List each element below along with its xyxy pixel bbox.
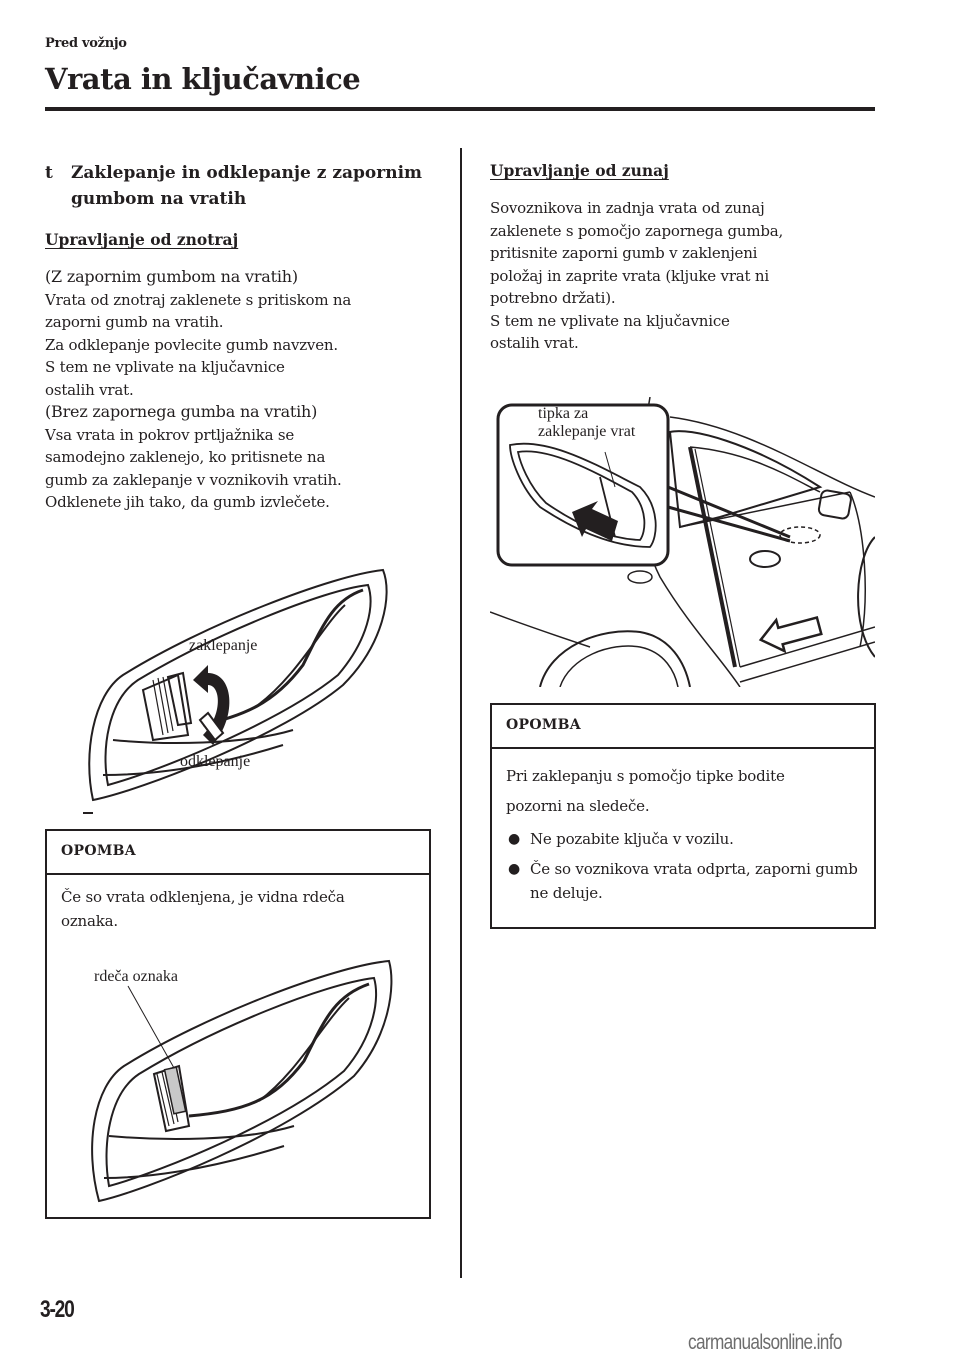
note-bullet-item: [506, 857, 860, 905]
note-body: [47, 875, 429, 943]
label-line: tipka za: [538, 405, 589, 422]
note-box-right: [490, 703, 876, 929]
text-line: Vrata od znotraj zaklenete s pritiskom na: [45, 290, 352, 309]
text-line: S tem ne vplivate na ključavnice: [490, 311, 730, 330]
red-mark-illustration: [84, 956, 394, 1206]
door-arrow-icon: [757, 610, 823, 656]
title-rule: [45, 107, 875, 111]
with-button-heading: (Z zapornim gumbom na vratih): [45, 267, 298, 286]
label-unlock: odklepanje: [180, 753, 251, 770]
text-line: zaklenete s pomočjo zapornega gumba,: [490, 221, 784, 240]
text-line: samodejno zaklenejo, ko pritisnete na: [45, 448, 326, 466]
door-handle-red-mark-drawing: [84, 956, 394, 1206]
text-line: Za odklepanje povlecite gumb navzven.: [45, 335, 338, 354]
bullet-icon: ●: [508, 831, 521, 847]
section-heading: [45, 160, 445, 214]
with-button-block: [45, 266, 445, 514]
bullet-icon: ●: [508, 861, 521, 877]
label-red-mark: rdeča oznaka: [94, 968, 178, 985]
text-line: pritisnite zaporni gumb v zaklenjeni: [490, 244, 758, 262]
text-line: S tem ne vplivate na ključavnice: [45, 358, 285, 376]
text-line: položaj in zaprite vrata (kljuke vrat ni: [490, 266, 769, 285]
column-divider: [460, 148, 462, 1278]
page-title: Vrata in ključavnice: [45, 62, 361, 96]
text-line: Sovoznikova in zadnja vrata od zunaj: [490, 199, 765, 217]
page-number: 3-20: [40, 1296, 74, 1323]
text-line: ostalih vrat.: [45, 380, 134, 399]
bullet-text: Če so voznikova vrata odprta, zaporni gumb ne deluje.: [530, 860, 858, 902]
text-line: potrebno držati).: [490, 289, 616, 307]
note-text-line: Pri zaklepanju s pomočjo tipke bodite: [506, 767, 785, 785]
note-bullet-item: [506, 827, 860, 851]
heading-bullet: t: [45, 163, 53, 183]
note-title: OPOMBA: [492, 705, 874, 749]
subheading-inside: Upravljanje od znotraj: [45, 230, 239, 249]
subheading-outside: Upravljanje od zunaj: [490, 161, 669, 180]
watermark[interactable]: carmanualsonline.info: [688, 1331, 842, 1354]
text-line: Odklenete jih tako, da gumb izvlečete.: [45, 493, 330, 511]
text-line: zaporni gumb na vratih.: [45, 313, 224, 331]
note-text-line: pozorni na sledeče.: [506, 797, 650, 815]
text-line: ostalih vrat.: [490, 334, 579, 352]
without-button-heading: (Brez zapornega gumba na vratih): [45, 402, 318, 421]
label-lock-button: [538, 405, 635, 441]
note-text-line: oznaka.: [61, 912, 118, 930]
door-handle-illustration: [83, 565, 393, 815]
bullet-text: Ne pozabite ključa v vozilu.: [530, 830, 734, 848]
note-title: OPOMBA: [47, 831, 429, 875]
note-body: [492, 749, 874, 921]
label-line: zaklepanje vrat: [538, 423, 636, 440]
label-lock: zaklepanje: [189, 637, 258, 654]
door-handle-drawing: [83, 565, 393, 815]
outside-body: [490, 197, 890, 355]
note-bullet-list: [506, 827, 860, 905]
text-line: gumb za zaklepanje v voznikovih vratih.: [45, 470, 342, 489]
section-label: Pred vožnjo: [45, 36, 127, 51]
heading-text: Zaklepanje in odklepanje z zapornim gumbom na vratih: [71, 163, 423, 209]
note-text-line: Če so vrata odklenjena, je vidna rdeča: [61, 888, 345, 906]
note-box-left: [45, 829, 431, 1219]
text-line: Vsa vrata in pokrov prtljažnika se: [45, 425, 295, 444]
car-door-illustration: [490, 397, 875, 687]
